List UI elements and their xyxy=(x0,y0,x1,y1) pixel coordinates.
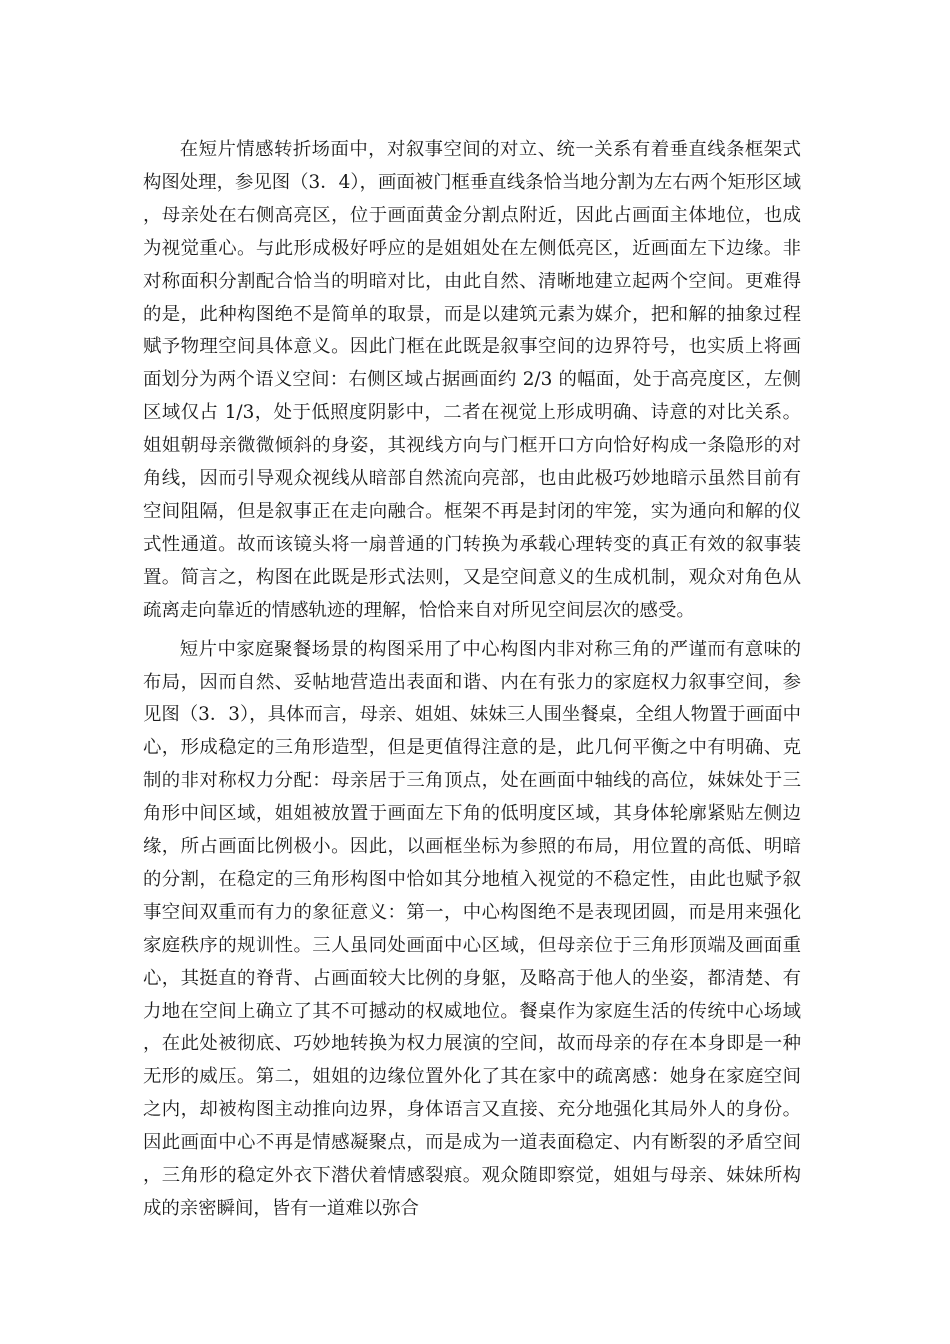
document-body xyxy=(143,134,801,1226)
paragraph-2: 短片中家庭聚餐场景的构图采用了中心构图内非对称三角的严谨而有意味的布局，因而自然、妥帖地营造出表面和谐、内在有张力的家庭权力叙事空间，参见图（3．3），具体而言，母亲、姐姐、妹妹三人围坐餐桌，全组人物置于画面中心，形成稳定的三角形造型，但是更值得注意的是，此几何平衡之中有明确、克制的非对称权力分配：母亲居于三角顶点，处在画面中轴线的高位，妹妹处于三角形中间区域，姐姐被放置于画面左下角的低明度区域，其身体轮廓紧贴左侧边缘，所占画面比例极小。因此，以画框坐标为参照的布局，用位置的高低、明暗的分割，在稳定的三角形构图中恰如其分地植入视觉的不稳定性，由此也赋予叙事空间双重而有力的象征意义：第一，中心构图绝不是表现团圆，而是用来强化家庭秩序的规训性。三人虽同处画面中心区域，但母亲位于三角形顶端及画面重心，其挺直的脊背、占画面较大比例的身躯，及略高于他人的坐姿，都清楚、有力地在空间上确立了其不可撼动的权威地位。餐桌作为家庭生活的传统中心场域，在此处被彻底、巧妙地转换为权力展演的空间，故而母亲的存在本身即是一种无形的威压。第二，姐姐的边缘位置外化了其在家中的疏离感：她身在家庭空间之内，却被构图主动推向边界，身体语言又直接、充分地强化其局外人的身份。因此画面中心不再是情感凝聚点，而是成为一道表面稳定、内有断裂的矛盾空间，三角形的稳定外衣下潜伏着情感裂痕。观众随即察觉，姐姐与母亲、妹妹所构成的亲密瞬间，皆有一道难以弥合 xyxy=(143,638,801,1219)
paragraph-1: 在短片情感转折场面中，对叙事空间的对立、统一关系有着垂直线条框架式构图处理，参见图（3．4），画面被门框垂直线条恰当地分割为左右两个矩形区域，母亲处在右侧高亮区，位于画面黄金分割点附近，因此占画面主体地位，也成为视觉重心。与此形成极好呼应的是姐姐处在左侧低亮区，近画面左下边缘。非对称面积分割配合恰当的明暗对比，由此自然、清晰地建立起两个空间。更难得的是，此种构图绝不是简单的取景，而是以建筑元素为媒介，把和解的抽象过程赋予物理空间具体意义。因此门框在此既是叙事空间的边界符号，也实质上将画面划分为两个语义空间：右侧区域占据画面约 2/3 的幅面，处于高亮度区，左侧区域仅占 1/3，处于低照度阴影中，二者在视觉上形成明确、诗意的对比关系。姐姐朝母亲微微倾斜的身姿，其视线方向与门框开口方向恰好构成一条隐形的对角线，因而引导观众视线从暗部自然流向亮部，也由此极巧妙地暗示虽然目前有空间阻隔，但是叙事正在走向融合。框架不再是封闭的牢笼，实为通向和解的仪式性通道。故而该镜头将一扇普通的门转换为承载心理转变的真正有效的叙事装置。简言之，构图在此既是形式法则，又是空间意义的生成机制，观众对角色从疏离走向靠近的情感轨迹的理解，恰恰来自对所见空间层次的感受。 xyxy=(143,139,801,621)
